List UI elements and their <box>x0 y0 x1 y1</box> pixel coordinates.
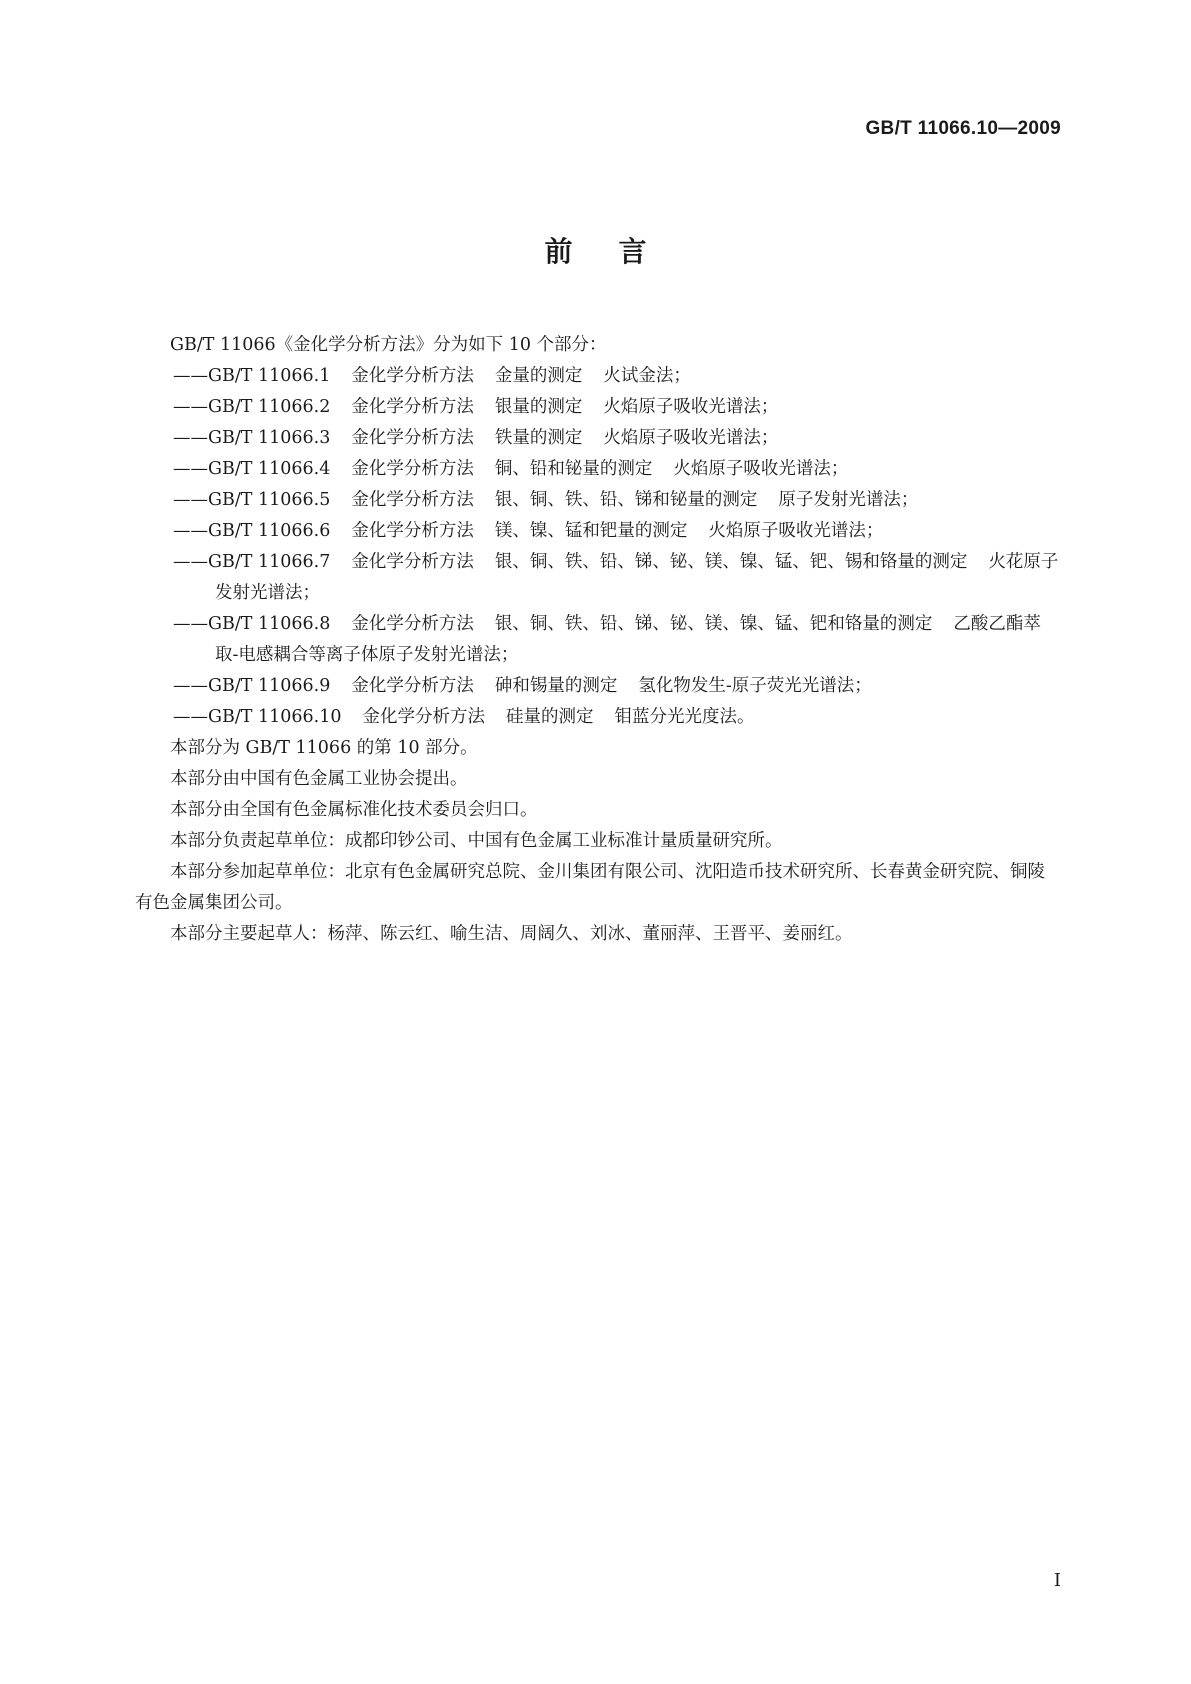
part-method: 火焰原子吸收光谱法； <box>603 397 779 417</box>
part-code: ——GB/T 11066.1 <box>173 366 331 386</box>
part-item: 镁、镍、锰和钯量的测定 <box>494 521 688 541</box>
part-name: 金化学分析方法 <box>351 397 474 417</box>
part-code: ——GB/T 11066.9 <box>173 676 331 696</box>
document-body <box>135 330 1061 950</box>
committee-paragraph: 本部分由全国有色金属标准化技术委员会归口。 <box>170 800 538 820</box>
part-name: 金化学分析方法 <box>351 521 474 541</box>
list-item <box>135 392 1061 423</box>
part-method: 火试金法； <box>603 366 691 386</box>
part-item: 银、铜、铁、铅、锑、铋、镁、镍、锰、钯、锡和铬量的测定 <box>494 552 968 572</box>
part-code: ——GB/T 11066.6 <box>173 521 331 541</box>
part-item: 银、铜、铁、铅、锑、铋、镁、镍、锰、钯和铬量的测定 <box>494 614 933 634</box>
parts-list <box>135 361 1061 733</box>
part-item: 金量的测定 <box>494 366 583 386</box>
part-code: ——GB/T 11066.10 <box>173 707 342 727</box>
part-name: 金化学分析方法 <box>351 366 474 386</box>
intro-paragraph: GB/T 11066《金化学分析方法》分为如下 10 个部分： <box>170 335 607 355</box>
page-number: I <box>1053 1570 1061 1591</box>
part-method: 钼蓝分光光度法。 <box>614 707 755 727</box>
part-code: ——GB/T 11066.2 <box>173 397 331 417</box>
part-method: 火花原子发射光谱法； <box>215 552 1059 603</box>
part-method: 火焰原子吸收光谱法； <box>708 521 884 541</box>
part-code: ——GB/T 11066.7 <box>173 552 331 572</box>
part-name: 金化学分析方法 <box>351 490 474 510</box>
part-method: 乙酸乙酯萃取-电感耦合等离子体原子发射光谱法； <box>215 614 1041 665</box>
part-item: 银、铜、铁、铅、锑和铋量的测定 <box>494 490 758 510</box>
proposer-paragraph: 本部分由中国有色金属工业协会提出。 <box>170 769 468 789</box>
list-item <box>135 671 1061 702</box>
list-item <box>135 547 1061 609</box>
part-code: ——GB/T 11066.3 <box>173 428 331 448</box>
part-item: 砷和锡量的测定 <box>494 676 618 696</box>
list-item <box>135 423 1061 454</box>
part-method: 火焰原子吸收光谱法； <box>673 459 849 479</box>
list-item <box>135 361 1061 392</box>
part-name: 金化学分析方法 <box>351 676 474 696</box>
part-code: ——GB/T 11066.5 <box>173 490 331 510</box>
part-name: 金化学分析方法 <box>351 552 474 572</box>
part-number-paragraph: 本部分为 GB/T 11066 的第 10 部分。 <box>170 738 478 758</box>
participating-drafter-paragraph: 本部分参加起草单位：北京有色金属研究总院、金川集团有限公司、沈阳造币技术研究所、长春黄金研究院、铜陵有色金属集团公司。 <box>135 862 1045 913</box>
part-name: 金化学分析方法 <box>351 428 474 448</box>
part-item: 铁量的测定 <box>494 428 583 448</box>
page-title: 前言 <box>544 235 693 268</box>
list-item <box>135 702 1061 733</box>
part-method: 氢化物发生-原子荧光光谱法； <box>638 676 872 696</box>
part-method: 火焰原子吸收光谱法； <box>603 428 779 448</box>
part-code: ——GB/T 11066.8 <box>173 614 331 634</box>
list-item <box>135 609 1061 671</box>
main-drafters-paragraph: 本部分主要起草人：杨萍、陈云红、喻生洁、周阔久、刘冰、董丽萍、王晋平、姜丽红。 <box>170 924 853 944</box>
part-item: 硅量的测定 <box>505 707 594 727</box>
list-item <box>135 516 1061 547</box>
part-name: 金化学分析方法 <box>351 459 474 479</box>
list-item <box>135 485 1061 516</box>
part-name: 金化学分析方法 <box>362 707 485 727</box>
part-code: ——GB/T 11066.4 <box>173 459 331 479</box>
part-method: 原子发射光谱法； <box>778 490 919 510</box>
part-item: 铜、铅和铋量的测定 <box>494 459 653 479</box>
part-item: 银量的测定 <box>494 397 583 417</box>
part-name: 金化学分析方法 <box>351 614 474 634</box>
standard-number: GB/T 11066.10—2009 <box>865 118 1061 139</box>
list-item <box>135 454 1061 485</box>
responsible-drafter-paragraph: 本部分负责起草单位：成都印钞公司、中国有色金属工业标准计量质量研究所。 <box>170 831 783 851</box>
